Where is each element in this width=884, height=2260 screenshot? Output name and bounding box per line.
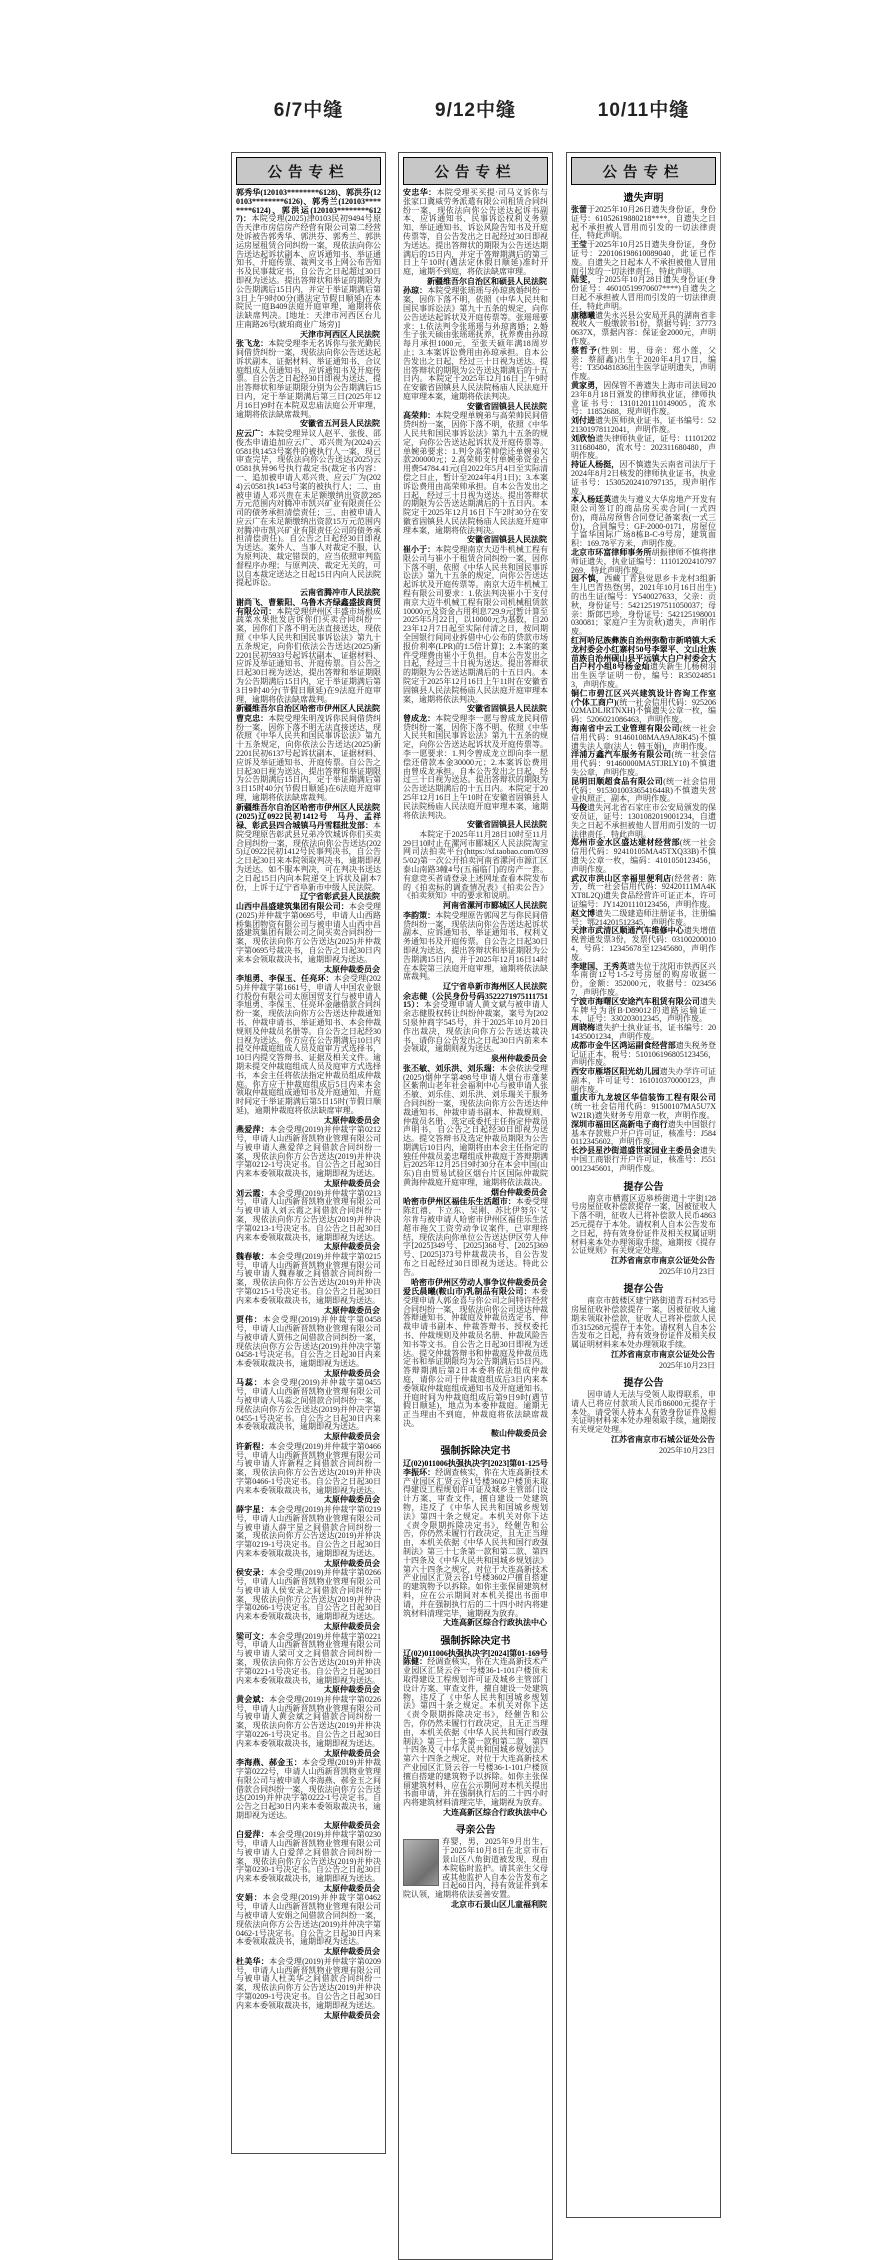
legal-notice: 重庆市九龙坡区华信装饰工程有限公司(统一社会信用代码：91500107MA5U7XW21R)遗失财务专用章一枚，声明作废。 (571, 1093, 716, 1121)
notice-addressee: 陈健： (403, 1657, 428, 1667)
notice-addressee: 李海燕、郝金玉： (236, 1758, 302, 1768)
notice-addressee: 天津市武清区顺通汽车维修中心 (571, 926, 684, 936)
legal-notice: 北京市环富律师事务所胡振律师不慎将律师证遗失，执业证编号：11101202410797269，特此声明作废。 (571, 548, 717, 575)
legal-notice: 南京市鼓楼区建宁路街道青石村35号房屋征收补偿款提存一案，因被征收人逾期未领取补偿款，征收人已将补偿款人民币315268元提存于本处。请权利人自本公告发布之日起，持有效身份证件及相关权属证明材料来本处办理领取手续。 (571, 1296, 716, 1350)
legal-notice: 郑州市金水区盛达建材经营部(统一社会信用代码：92410105MA45TXQ33B)不慎遗失公章一枚，编码：4101050123456，声明作废。 (571, 838, 716, 874)
legal-notice: 李建国、王秀英遗失位于沈阳市铁西区兴华南街12号1-5-2号房屋的购房收据一份，金额：352000元，收据号：0234567，声明作废。 (571, 961, 717, 997)
notice-signature: 大连高新区综合行政执法中心 (443, 1807, 547, 1817)
notice-addressee: 马蕊： (236, 1378, 263, 1388)
legal-notice: 曾成龙：本院受理李一愿与曾成龙民间借贷纠纷一案，因你下落不明，依照《中华人民共和国民事诉讼法》第九十五条的规定，向你公告送达起诉状及开庭传票等。李一愿要求：1.判令曾成龙立即向李一愿偿还借款本金30000元；2.本案诉讼费用由曾成龙承担。自本公告发出之日起，经过三十日视为送达。提出答辩状的期限为公告送达期满后的十五日内。本院定于2025年12月16日上午10时在安徽省固镇县人民法院杨庙人民法庭开庭审理本案，逾期将依法判决。 (403, 713, 549, 820)
legal-notice: 陆雯，于2025年10月28日遗失身份证(身份证号：46010519970607****)自遗失之日起不承担被人冒用而引发的一切法律责任，特此声明。 (571, 275, 716, 311)
notice-addressee: 杜美华： (236, 1956, 270, 1966)
legal-notice: 李海燕、郝金玉：本会受理(2019)并仲裁字第0222号，申请人山西新晋凯物业管理有限公司与被申请人李海燕、郝金玉之间借款合同纠纷一案，现依法向你方公告送达(2019)并仲决字第0222-1号决定书。自公告之日起30日内来本委领取裁决书，逾期即视为送达。 (236, 1758, 382, 1820)
legal-notice: 高荣帅：本院受理单婉弟与高荣帅民间借贷纠纷一案，因你下落不明，依照《中华人民共和国民事诉讼法》第九十五条的规定，向你公告送达起诉状及开庭传票等。单婉弟要求：1.判令高荣帅偿还单婉弟欠款200000元；2.高荣帅支付单婉弟资金占用费54784.41元(自2022年5月4日至实际清偿之日止，暂计至2024年4月1日)；3.本案诉讼费用由高荣帅承担。自本公告发出之日起，经过三十日视为送达。提出答辩状的期限为公告送达期满后的十五日内。本院定于2025年12月16日下午2时30分在安徽省固镇县人民法院杨庙人民法庭开庭审理本案，逾期将依法判决。 (403, 411, 549, 535)
legal-notice: (2025)辽0922民初1412号 马丹、孟祥禄、彰武县四合城镇马丹雪糕批发部：本院受理原告彰武县兄弟冷饮城诉你们买卖合同纠纷一案，现依法向你公告送达(2025)辽0922民初1412号民事判决书，自公告之日起30日来本院领取判决书，逾期即视为送达。如不服本判决，可在判决书送达之日起15日内向本院递交上诉状及副本7份，上诉于辽宁省阜新市中级人民法院。 (236, 812, 381, 892)
notice-addressee: 海南省中云工业管理有限公司 (571, 724, 680, 734)
notice-addressee: 黄会斌： (236, 1694, 270, 1704)
notice-signature: 太原仲裁委员会 (324, 1558, 380, 1568)
gutter-column-2 (398, 100, 553, 2260)
legal-notice: 弃婴，男，2025年9月出生，于2025年10月8日在北京市石景山区八角街道被发现，现由本院临时监护。请其亲生父母或其他监护人自本公告发布之日起60日内，持有效证件到本院认领，逾期将依法妥善安置。 (403, 1837, 548, 1900)
notice-addressee: 康穗曦 (571, 310, 596, 320)
notice-addressee: 爱氏晨曦(鞍山市)乳制品有限公司： (403, 1287, 532, 1297)
legal-notice: 应云广：本院受理异议人赵平、张俊、邵俊杰申请追加应云广、邓兴贵为(2024)云0581执1453号案件的被执行人一案，现已审查完毕，现依法向你公告送达(2025)云0581执异96号执行裁定书(裁定书内容：一、追加被申请人邓兴贵、应云广为(2024)云0581执1453号案的被执行人；二、由被申请人邓兴贵在未足额缴纳出资款285万元范围内对腾冲市凯兴矿业有限责任公司的债务承担清偿责任；三、由被申请人应云广在未足额缴纳出资款15万元范围内对腾冲市凯兴矿业有限责任公司的债务承担清偿责任)。自公告之日起经30日即视为送达。案外人、当事人对裁定不服，认为原判决、裁定错误的，应当依照审判监督程序办理；与原判决、裁定无关的，可以自本裁定送达之日起15日内向人民法院提起诉讼。 (236, 428, 382, 588)
notice-signature: 安徽省固镇县人民法院 (467, 820, 547, 830)
notice-addressee: 因不慎， (571, 574, 605, 584)
notice-addressee: 持证人杨挺， (571, 460, 620, 470)
notice-signature: 太原仲裁委员会 (324, 1685, 380, 1695)
notice-addressee: 山西中昌盛建筑集团有限公司： (236, 901, 349, 911)
notice-addressee: 燕爱萍： (236, 1125, 270, 1135)
legal-notice: 安忠华：本院受理买买提·司马义诉你与张家口冀威劳务派遣有限公司租赁合同纠纷一案，现依法向你公告送达起诉书副本、应诉通知书、民事诉讼权利义务须知、举证通知书、诉讼风险告知书及开庭传票等，自公告发出之日起经过30日即视为送达。提出答辩状的期限为公告送达期满后的15日内，并定于答辩期满后的第三日上午10时(遇法定休假日顺延)准时开庭，逾期不到庭，将依法缺席审理。 (403, 188, 549, 277)
notice-addressee: 刘付进 (571, 416, 596, 426)
legal-notice: 魏春敏：本会受理(2019)并仲裁字第0215号，申请人山西新晋凯物业管理有限公司与被申请人魏春敏之间借款合同纠纷一案，现依法向你方公告送达(2019)并仲决字第0215-1号决定书。自公告之日起30日内来本委领取裁决书，逾期即视为送达。 (236, 1251, 382, 1305)
notice-addressee: 深圳市福田区高新电子商行 (571, 1119, 668, 1129)
column-title: 9/12中缝 (435, 100, 516, 121)
legal-notice: 李韵策：本院受理原告郭闯艺与你民间借贷纠纷一案，现依法向你公告送达起诉状副本、应诉通知书、举证通知书、权利义务通知书及开庭传票。自公告之日起30日即视为送达，提出答辩状和举证期限为公告期满15日内，并于2025年12月16日14时在本院第三法庭开庭审理，逾期将依法缺席裁判。 (403, 910, 549, 982)
case-number-line: 辽(02)011006执强执决字[2024]第01-169号 (403, 1648, 548, 1658)
notice-addressee: 黄家勇， (571, 380, 604, 390)
legal-notice: 武汉市洪山区幸福里便利店(经营者：陈芳，统一社会信用代码：92420111MA4KXT8L2Q)遗失食品经营许可证正本，许可证编号：JY14201110123456，声明作废。 (571, 873, 716, 909)
legal-notice: 康穗曦遗失永兴县公安局开具的湖南省非税收入一般缴款书1份，票据号码：377730637X，票据内容：保证金2000元，声明作废。 (571, 310, 717, 346)
legal-notice: 曹克忠：本院受理朱明茂诉你民间借贷纠纷一案，因你下落不明无法直接送达，现依照《中华人民共和国民事诉讼法》第九十五条规定，向你依法公告送达(2025)新2201民初6137号起诉状副本、证据材料、应诉及举证通知书、开庭传票。自公告之日起30日视为送达，提出答辩和举证期限为公告期满后15日内，定于举证期满后第3日15时40分(节假日顺延)在6法庭开庭审理，逾期将依法缺席裁判。 (236, 713, 382, 802)
notice-addressee: (2025)辽0922民初1412号 马丹、孟祥禄、彰武县四合城镇马丹雪糕批发部： (236, 812, 381, 831)
notice-addressee: 哈密市伊州区福佳乐生活超市： (403, 1197, 516, 1207)
notice-signature: 太原仲裁委员会 (324, 1748, 380, 1758)
notice-signature: 安徽省固镇县人民法院 (467, 704, 547, 714)
legal-notice: 李旭勇、李保玉、任亮环：本会受理(2025)并仲裁字第1661号，申请人中国农业银行股份有限公司太原国贸支行与被申请人李旭勇、李保玉、任亮环金融借款合同纠纷一案，现依法向你方公告送达仲裁通知书、仲裁申请书、举证通知书、本会仲裁规则及仲裁员名册等。自公告之日起经30日视为送达。你方应在公告期满后10日内提交仲裁庭组成人员及庭审方式选择书，10日内提交答辩书、证据及相关文件。逾期未提交仲裁庭组成人员及庭审方式选择书，本会主任将依法指定仲裁员组成仲裁庭。你方应于仲裁庭组成后5日内来本会领取仲裁庭组成通知书及开庭通知，开庭时间定于举证期满后第5日15时(节假日顺延)，逾期仲裁庭将依法缺席审理。 (236, 974, 381, 1115)
notice-addressee: 蔡哲予 (571, 345, 598, 355)
legal-notice: 崔小于：本院受理南京大迈牛机械工程有限公司与崔小于租赁合同纠纷一案，因你下落不明，依照《中华人民共和国民事诉讼法》第九十五条的规定，向你公告送达起诉状及开庭传票等。南京大迈牛机械工程有限公司要求：1.依法判决崔小于支付南京大迈牛机械工程有限公司机械租赁款10000元及资金占用利息729.9元[暂计算至2025年5月22日，以10000元为基数，自2023年12月7日起至实际付清之日，按同期全国银行间同业拆借中心公布的贷款市场报价利率(LPR)的1.5倍计算]；2.本案的案件受理费由崔小于负担。自本公告发出之日起，经过三十日视为送达。提出答辩状的期限为公告送达期满后的十五日内。本院定于2025年12月16日上午11时在安徽省固镇县人民法院杨庙人民法庭开庭审理本案，逾期将依法判决。 (403, 544, 549, 704)
legal-notice: 天津市武清区顺通汽车维修中心遗失增值税普通发票3份，发票代码：031002000104，号码：12345678至12345680，声明作废。 (571, 926, 717, 962)
notice-addressee: 张丕敏、刘乐洪、刘乐瑞： (403, 1063, 500, 1073)
gutter-column-3 (566, 100, 721, 2218)
legal-notice: 马俊遗失河北省石家庄市公安局颁发的保安员证，证号：1301082019001234，自遗失之日起不承担被他人冒用而引发的一切法律责任，特此声明。 (571, 803, 717, 839)
notice-addressee: 昆明田顺超食品有限公司 (571, 776, 664, 786)
notice-addressee: 崔小于： (403, 544, 436, 554)
notice-addressee: 西安市雁塔区阳光幼儿园 (571, 1067, 660, 1077)
notice-date: 2025年10月23日 (659, 1266, 715, 1276)
legal-notice: 张丕敏、刘乐洪、刘乐瑞：本会依法受理(2025)烟仲字第498号申请人烟台市蓬莱区紫荆山老年社会福利中心与被申请人张丕敏、刘乐佳、刘乐洪、刘乐瑞关于服务合同纠纷一案，现依法向你方公告送达仲裁通知书、仲裁申请书副本、仲裁规则、仲裁员名册、选定或委托主任指定仲裁员声明书，自公告之日起经30日即视为送达。提交答辩书及选定仲裁员期限为公告期满后10日内，逾期将由本会主任指定的独任仲裁员姜忠曙组成仲裁庭于答辩期满后2025年12月25日9时30分在本会中国(山东)自由贸易试验区烟台片区国际仲裁院黄海仲裁庭开庭审理，逾期将依法裁决。 (403, 1063, 549, 1188)
notice-addressee: 高荣帅： (403, 411, 436, 421)
legal-notice: 昆明田顺超食品有限公司(统一社会信用代码：91530100336541644R)不慎遗失营业执照正、副本，声明作废。 (571, 776, 716, 804)
notice-addressee: 安娟： (236, 1893, 263, 1903)
case-number-line: 辽(02)011006执强执决字[2023]第01-125号 (403, 1459, 548, 1469)
notice-signature: 河南省漯河市郾城区人民法院 (443, 901, 547, 911)
announcement-column-header: 公告专栏 (236, 157, 381, 185)
section-heading: 寻亲公告 (455, 1825, 496, 1837)
notice-signature: 辽宁省阜新市海州区人民法院 (443, 982, 547, 992)
notice-signature: 太原仲裁委员会 (324, 1495, 380, 1505)
notice-signature: 太原仲裁委员会 (324, 1883, 380, 1893)
notice-signature: 大连高新区综合行政执法中心 (443, 1618, 547, 1628)
legal-notice: 侯安录：本会受理(2019)并仲裁字第0266号，申请人山西新晋凯物业管理有限公司与被申请人侯安录之间借款合同纠纷一案，现依法向你方公告送达(2019)并仲决字第0266-1号决定书。自公告之日起30日内来本委领取裁决书，逾期即视为送达。 (236, 1568, 382, 1622)
notice-signature: 江苏省南京市石城公证处公告 (611, 1435, 715, 1444)
notice-addressee: 铜仁市碧江区兴兴建筑设计咨询工作室(个体工商户) (571, 688, 716, 707)
gutter-column-1 (231, 100, 386, 2154)
notice-addressee: 宁波市海曙区安途汽车租赁有限公司 (571, 996, 700, 1006)
notice-signature: 安徽省固镇县人民法院 (467, 401, 547, 411)
notice-addressee: 张飞龙： (236, 339, 269, 349)
section-heading: 提存公告 (623, 1378, 664, 1390)
notice-signature: 太原仲裁委员会 (324, 1305, 380, 1315)
legal-notice: 黄家勇，因保管不善遗失上海市司法局2023年8月18日颁发的律师执业证，律师执业证书号：13101201110149005，流水号：11852688，现声明作废。 (571, 380, 717, 417)
legal-notice: 哈密市伊州区福佳乐生活超市：本委受理陈红禧、卞立东、吴刚、苏比伊努尔·艾尔肯与被申请人哈密市伊州区福佳乐生活超市拖欠工资劳动争议案件，已审理终结，现依法向你单位公告送达伊区劳人仲字[2025]349号、[2025]368号、[2025]369号、[2025]373号仲裁裁决书，自公告发布之日起经过30日即视为送达。特此公告。 (403, 1197, 549, 1277)
legal-notice: 西安市雁塔区阳光幼儿园遗失办学许可证副本，许可证号：161010370000123，声明作废。 (571, 1067, 717, 1094)
legal-notice: 陈健：经调查核实，你在大连高新技术产业园区汇贤云谷一号楼36-1-101户楼顶未取得建设工程规划许可证及城乡主管部门设计方案、审查文件，擅自建设一处建筑物，违反了《中华人民共和国城乡规划法》第四十条之规定。本机关对你下达《责令限期拆除决定书》，经催告和公告，你仍然未履行行政决定，且无正当理由，本机关依据《中华人民共和国行政强制法》第三十七条第一款和第二款、第四十四条及《中华人民共和国城乡规划法》第六十四条之规定，对位于大连高新技术产业园区汇贤云谷一号楼36-1-101户楼顶擅自搭建的建筑物予以拆除。如你主张保留建筑材料，应在公示期间对本机关提出书面申请，并在强制执行后的二十四小时内将建筑材料清理完毕，逾期视为放弃。 (403, 1657, 549, 1808)
legal-notice: 孙琼：本院受理张瑶瑶与孙琼离婚纠纷一案，因你下落不明，依照《中华人民共和国民事诉讼法》第九十五条的规定，向你公告送达起诉状及开庭传票等。张瑶瑶要求：1.依法判令张瑶瑶与孙琼离婚；2.婚生子张天硕由张瑶瑶抚养，抚养费由孙琼每月承担1000元，至张天硕年满18周岁止；3.本案诉讼费用由孙琼承担。自本公告发出之日起，经过三十日视为送达。提出答辩状的期限为公告送达期满后的十五日内。本院定于2025年12月16日上午9时在安徽省固镇县人民法院杨庙人民法庭开庭审理本案，逾期将依法判决。 (403, 286, 549, 402)
notice-signature: 太原仲裁委员会 (324, 1432, 380, 1442)
notice-addressee: 安忠华： (403, 188, 437, 197)
notice-addressee: 赵文博 (571, 908, 596, 918)
notice-date: 2025年10月23日 (659, 1360, 715, 1370)
notice-signature: 太原仲裁委员会 (324, 2010, 380, 2020)
legal-notice: 持证人杨挺，因不慎遗失云南省司法厅于2024年8月2日核发的律师执业证书，执业证书号：15305202410797135，现声明作废。 (571, 460, 717, 496)
legal-notice: 本人杨廷英遗失与遵义大华房地产开发有限公司签订的商品房买卖合同(一式四份)，商品房预售合同登记备案表(一式三份)，合同编号：GF-2000-0171，房屋位于富华国际广场8栋B-C-9号房，建筑面积：169.78平方米，声明作废。 (571, 495, 717, 549)
legal-notice: 海南省中云工业管理有限公司(统一社会信用代码：91460108MAA9AJ8K45)不慎遗失法人章(法人：韩玉娟)，声明作废。 (571, 724, 716, 751)
announcement-column-header: 公告专栏 (403, 157, 548, 185)
column-title: 10/11中缝 (597, 100, 690, 121)
notice-addressee: 成都市金牛区鸿运副食经营部 (571, 1040, 676, 1050)
notice-addressee: 张蕾 (571, 205, 588, 214)
legal-notice: 蔡哲予(性别：男，母亲：郑小莲，父亲：蔡韶鑫)出生于2020年4月17日，编号：T350481836出生医学证明遗失，声明作废。 (571, 345, 716, 382)
notice-signature: 新疆维吾尔自治区和硕县人民法院 (427, 276, 547, 286)
legal-notice: 周晓梅遗失护士执业证书，证书编号：201435001234，声明作废。 (571, 1023, 717, 1041)
legal-notice: 本院定于2025年11月28日10时至11月29日10时止在漯河市郾城区人民法院淘宝网司法拍卖平台(https://sf.taobao.com/0395/02)第一次公开拍卖河南省漯河市源汇区泰山南路3幢4号(五福临门)的房产一套。有意竞买者请登录上述网址查看本院发布的《拍卖标的调查情况表》《拍卖公告》《拍卖须知》中的要求和说明。 (403, 829, 548, 901)
legal-notice: 刘欣怡遗失律师执业证，证号：11101202311680480，流水号：202311680480，声明作废。 (571, 433, 717, 461)
section-heading: 强制拆除决定书 (440, 1446, 511, 1458)
legal-notice: 梁可文：本会受理(2019)并仲裁字第0221号，申请人山西新晋凯物业管理有限公司与被申请人梁可文之间借款合同纠纷一案，现依法向你方公告送达(2019)并仲决字第0221-1号决定书。自公告之日起30日内来本委领取裁决书，逾期即视为送达。 (236, 1631, 382, 1685)
section-heading: 强制拆除决定书 (440, 1635, 511, 1647)
legal-notice: 因不慎，西藏丁青县觉恩乡卡龙村3组新生儿巴青热登(男，2021年10月16日出生)的出生证(编号：Y540027633，父亲：贡秋，身份证号：542125197511050037；母亲：斯郎巴珍，身份证号：542125198001030081；家庭户主为贡秋)遗失，声明作废。 (571, 574, 717, 637)
notice-addressee: 应云广： (236, 428, 269, 438)
notice-addressee: 周晓梅 (571, 1023, 596, 1033)
legal-notice: 长沙县星沙街道盛世家园业主委员会遗失中国工商银行开户许可证，核准号：J5510012345601，声明作废。 (571, 1146, 717, 1173)
legal-notice: 刘云霞：本会受理(2019)并仲裁字第0213号，申请人山西新晋凯物业管理有限公司与被申请人刘云霞之间借款合同纠纷一案，现依法向你方公告送达(2019)并仲决字第0213-1号决定书。自公告之日起30日内来本委领取裁决书，逾期即视为送达。 (236, 1188, 382, 1242)
legal-notice: 爱氏晨曦(鞍山市)乳制品有限公司：本委受理申请人郭金喜与你公司之间特许经营合同纠纷一案，现依法向你公司送达仲裁答辩通知书、仲裁庭及仲裁员选定书、仲裁申请书副本、仲裁答辩书、授权委托书、仲裁规则及仲裁员名册、仲裁风险告知书等文书。自公告之日起30日即视为送达。提交仲裁答辩书和仲裁庭及仲裁员选定书和举证期限均为公告期满后15日内。答辩期满后第2日本委将依法组成仲裁庭，请你公司于仲裁庭组成后3日内来本委领取仲裁庭组成通知书及开庭通知书。开庭时间为仲裁庭组成后第9日9时(遇节假日顺延)，地点为本委仲裁庭。逾期无正当理由不到庭，仲裁庭将依法缺席裁决。 (403, 1287, 549, 1428)
legal-notice: 安娟：本会受理(2019)并仲裁字第0462号，申请人山西新晋凯物业管理有限公司与被申请人安娟之间借款合同纠纷一案，现依法向你方公告送达(2019)并仲决字第0462-1号决定书。自公告之日起30日内来本委领取裁决书，逾期即视为送达。 (236, 1893, 382, 1947)
notice-addressee: 本人杨廷英 (571, 495, 612, 505)
notice-signature: 太原仲裁委员会 (324, 964, 380, 974)
notice-signature: 安徽省五河县人民法院 (300, 419, 380, 429)
notice-addressee: 薛宇星： (236, 1504, 270, 1514)
foundling-photo (403, 1839, 439, 1886)
notice-addressee: 郭秀华(120103********6128)、郭洪芬(120103********6126)、郭秀兰(120103********6124)、郭洪运(120103********6127)： (236, 188, 381, 224)
notice-signature: 太原仲裁委员会 (324, 1947, 380, 1957)
notice-addressee: 许新程： (236, 1441, 270, 1451)
legal-notice: 张蕾于2025年10月26日遗失身份证，身份证号：61052619880218****，自遗失之日起不承担被人冒用而引发的一切法律责任，特此声明。 (571, 205, 716, 241)
notice-signature: 太原仲裁委员会 (324, 1622, 380, 1632)
notice-addressee: 白爱萍： (236, 1830, 270, 1840)
legal-notice: 南京市栖霞区迈皋桥街道十字街128号房屋征收补偿款提存一案，因被征收人下落不明，征收人已将补偿款人民币486325元提存于本处。请权利人自本公告发布之日起，持有效身份证件及相关权属证明材料来本处办理领取手续，逾期按《提存公证规则》有关规定处理。 (571, 1193, 716, 1256)
column-border-box (398, 152, 553, 2260)
notice-addressee: 魏春敏： (236, 1251, 270, 1261)
notice-signature: 太原仲裁委员会 (324, 1368, 380, 1378)
notice-signature: 安徽省固镇县人民法院 (467, 535, 547, 545)
notice-signature: 哈密市伊州区劳动人事争议仲裁委员会 (411, 1277, 547, 1287)
notice-signature: 泉州仲裁委员会 (491, 1054, 547, 1064)
notice-addressee: 侯安录： (236, 1568, 270, 1578)
notice-addressee: 余志健（公民身份号码352227197511175115）： (403, 991, 548, 1010)
column-border-box (566, 152, 721, 2218)
notice-addressee: 孙琼： (403, 286, 428, 296)
legal-notice: 张飞龙：本院受理李无名诉你与张光勤民间借贷纠纷一案，现依法向你公告送达起诉状副本、证据材料、举证通知书、合议庭组成人员通知书、应诉通知书及开庭传票。自公告之日起经30日即视为送达，提出答辩状和举证期限分别为公告期满后15日内，定于举证期满后第三日(2025年12月16日)9时在本院双忠庙法庭公开审理，逾期将依法缺席裁判。 (236, 339, 382, 419)
notice-addressee: 梁可文： (236, 1631, 270, 1641)
legal-notice: 马蕊：本会受理(2019)并仲裁字第0455号，申请人山西新晋凯物业管理有限公司与被申请人马蕊之间借款合同纠纷一案，现依法向你方公告送达(2019)并仲决字第0455-1号决定书。自公告之日起30日内来本委领取裁决书，逾期即视为送达。 (236, 1378, 382, 1432)
notice-signature: 新疆维吾尔自治区哈密市伊州区人民法院 (236, 802, 380, 812)
notice-signature: 太原仲裁委员会 (324, 1242, 380, 1252)
legal-notice: 刘付进遗失医师执业证书，证书编号：5221301978112041，声明作废。 (571, 416, 717, 434)
notice-signature: 烟台仲裁委员会 (491, 1187, 547, 1197)
legal-notice: 因申请人无法与受领人取得联系，申请人已将应付款项人民币86000元提存于本处。请受领人持本人有效身份证件及相关证明材料来本处办理领取手续，逾期按有关规定处理。 (571, 1390, 716, 1435)
notice-addressee: 重庆市九龙坡区华信装饰工程有限公司 (571, 1093, 716, 1103)
notice-addressee: 刘云霞： (236, 1188, 270, 1198)
notice-signature: 鞍山仲裁委员会 (491, 1428, 547, 1438)
legal-notice: 成都市金牛区鸿运副食经营部遗失税务登记证正本，税号：510106196805123456，声明作废。 (571, 1040, 717, 1068)
notice-signature: 太原仲裁委员会 (324, 1115, 380, 1125)
legal-notice: 许新程：本会受理(2019)并仲裁字第0466号，申请人山西新晋凯物业管理有限公司与被申请人许新程之间借款合同纠纷一案，现依法向你方公告送达(2019)并仲决字第0466-1号决定书。自公告之日起30日内来本委领取裁决书，逾期即视为送达。 (236, 1441, 382, 1495)
notice-signature: 太原仲裁委员会 (324, 1179, 380, 1189)
notice-signature: 辽宁省彰武县人民法院 (300, 892, 380, 902)
notice-addressee: 李振环： (403, 1467, 436, 1477)
legal-notice: 山西中昌盛建筑集团有限公司：本会受理(2025)并仲裁字第0695号，申请人山西路桥集团物资有限公司与被申请人山西中昌盛建筑集团有限公司之间买卖合同纠纷一案，现依法向你方公告送达(2025)并仲裁字第0695号裁决书，自公告之日起30日内来本会领取裁决书，逾期即视为送达。 (236, 901, 382, 964)
legal-notice: 贾伟：本会受理(2019)并仲裁字第0458号，申请人山西新晋凯物业管理有限公司与被申请人贾伟之间借款合同纠纷一案，现依法向你方公告送达(2019)并仲决字第0458-1号决定书。自公告之日起30日内来本委领取裁决书，逾期即视为送达。 (236, 1315, 382, 1369)
notice-addressee: 马俊 (571, 803, 588, 813)
legal-notice: 王莹于2025年10月25日遗失身份证，身份证号：220106198610089040，此证已作废。自遗失之日起本人不承担被他人冒用而引发的一切法律责任，特此声明。 (571, 240, 716, 276)
notice-signature: 北京市石景山区儿童福利院 (451, 1899, 547, 1909)
legal-notice: 黄会斌：本会受理(2019)并仲裁字第0226号，申请人山西新晋凯物业管理有限公司与被申请人黄会斌之间借款合同纠纷一案，现依法向你方公告送达(2019)并仲决字第0226-1号决定书。自公告之日起30日内来本委领取裁决书，逾期即视为送达。 (236, 1694, 382, 1748)
notice-addressee: 李建国、王秀英 (571, 961, 628, 971)
announcement-column-header: 公告专栏 (571, 157, 716, 185)
notice-signature: 新疆维吾尔自治区哈密市伊州区人民法院 (236, 704, 380, 714)
legal-notice: 红河哈尼族彝族自治州弥勒市新哨镇大禾龙村委会小红寨村50号李翠平、文山壮族苗族自治州砚山县平远镇大白户村委会大白户村小组8号杨金灿遗失新生儿杨树羽出生医学证明一份，编号：R350248513，声明作废。 (571, 636, 717, 690)
legal-notice: 燕爱萍：本会受理(2019)并仲裁字第0212号，申请人山西新晋凯物业管理有限公司与被申请人燕爱萍之间借款合同纠纷一案，现依法向你方公告送达(2019)并仲决字第0212-1号决定书。自公告之日起30日内来本委领取裁决书，逾期即视为送达。 (236, 1125, 382, 1179)
notice-addressee: 李旭勇、李保玉、任亮环： (236, 974, 334, 984)
notice-signature: 云南省腾冲市人民法院 (300, 588, 380, 598)
section-heading: 提存公告 (623, 1284, 664, 1296)
notice-date: 2025年10月23日 (659, 1445, 715, 1455)
notice-addressee: 谢尚飞、曹紫阳、乌鲁木齐绿鑫盛拔商贸有限公司： (236, 597, 381, 616)
notice-addressee: 陆雯， (571, 275, 597, 285)
legal-notice: 李振环：经调查核实，你在大连高新技术产业园区汇贤云谷1号楼3602户楼顶未取得建设工程规划许可证及城乡主管部门设计方案、审查文件，擅自建设一处建筑物，违反了《中华人民共和国城乡规划法》第四十条之规定。本机关对你下达《责令限期拆除决定书》，经催告和公告，你仍然未履行行政决定，且无正当理由，本机关依据《中华人民共和国行政强制法》第三十七条第一款和第二款、第四十四条及《中华人民共和国城乡规划法》第六十四条之规定，对位于大连高新技术产业园区汇贤云谷1号楼3602户擅自搭建的建筑物予以拆除。如你主张保留建筑材料，应在公示期间对本机关提出书面申请，并在强制执行后的二十四小时内将建筑材料清理完毕，逾期视为放弃。 (403, 1467, 549, 1618)
column-title: 6/7中缝 (273, 100, 344, 121)
legal-notice: 铜仁市碧江区兴兴建筑设计咨询工作室(个体工商户)(统一社会信用代码：92520602MADLJRTNXH)不慎遗失公章一枚，编码：5206021086463，声明作废。 (571, 688, 716, 725)
notice-addressee: 贾伟： (236, 1315, 263, 1325)
legal-notice: 谢尚飞、曹紫阳、乌鲁木齐绿鑫盛拔商贸有限公司：本院受理伊州区丰盛市场根成蔬菜水果批发店诉你们买卖合同纠纷一案，因你们下落不明无法直接送达，现依照《中华人民共和国民事诉讼法》第九十五条规定，向你们依法公告送达(2025)新2201民初5933号起诉状副本、证据材料、应诉及举证通知书、开庭传票。自公告之日起30日视为送达，提出答辩和举证期限为公告期满后15日内，定于举证期满后第3日9时40分(节假日顺延)在9法庭开庭审理，逾期将依法缺席裁判。 (236, 597, 382, 704)
notice-addressee: 洋浦万鑫汽车服务有限公司 (571, 750, 672, 760)
legal-notice: 白爱萍：本会受理(2019)并仲裁字第0230号，申请人山西新晋凯物业管理有限公司与被申请人白爱萍之间借款合同纠纷一案，现依法向你方公告送达(2019)并仲决字第0230-1号决定书。自公告之日起30日内来本委领取裁决书，逾期即视为送达。 (236, 1830, 382, 1884)
notice-addressee: 郑州市金水区盛达建材经营部 (571, 838, 680, 848)
notice-addressee: 长沙县星沙街道盛世家园业主委员会 (571, 1146, 700, 1156)
legal-notice: 郭秀华(120103********6128)、郭洪芬(120103********6126)、郭秀兰(120103********6124)、郭洪运(120103********6127)：本院受理(2025)津0103民初9494号原告天津市房信房产经营有限公司第二经营处诉被告郭秀华、郭洪芬、郭秀兰、郭洪运房屋租赁合同纠纷一案，现依法向你公告送达起诉状副本、应诉通知书、举证通知书、开庭传票、裁判文书上网公布告知书及民事裁定书，自公告之日起超过30日即视为送达。提出答辩状和举证的期限为公告期满后15日内，并定于举证期满后第3日上午9时00分(遇法定节假日顺延)在本院民一庭B409法庭开庭审理，逾期将依法缺席判决。[地址：天津市河西区台儿庄南路26号(琥珀商业广场旁)] (236, 188, 381, 329)
notice-signature: 江苏省南京市南京公证处公告 (611, 1256, 715, 1266)
notice-addressee: 红河哈尼族彝族自治州弥勒市新哨镇大禾龙村委会小红寨村50号李翠平、文山壮族苗族自治州砚山县平远镇大白户村委会大白户村小组8号杨金灿 (571, 636, 716, 672)
notice-addressee: 王莹 (571, 240, 588, 250)
notice-addressee: 曾成龙： (403, 713, 436, 723)
legal-notice: 余志健（公民身份号码352227197511175115）：本会受理申请人黄文斌与被申请人余志健股权转让纠纷仲裁案，案号为[2025]泉仲商字545号，并于2025年10月20日作出裁决，现依法向你方公告送达裁决书，请你自公告发出之日起30日内前来本会领取，逾期则视为送达。 (403, 991, 549, 1054)
notice-addressee: 武汉市洪山区幸福里便利店 (571, 873, 672, 883)
notice-addressee: 曹克忠： (236, 713, 269, 723)
legal-notice: 洋浦万鑫汽车服务有限公司(统一社会信用代码：91460000MA5TJRLY10)不慎遗失公章，声明作废。 (571, 750, 716, 777)
notice-signature: 天津市河西区人民法院 (300, 329, 380, 339)
column-border-box (231, 152, 386, 2154)
section-heading: 提存公告 (623, 1181, 664, 1193)
notice-addressee: 李韵策： (403, 910, 436, 920)
notice-signature: 太原仲裁委员会 (324, 1820, 380, 1830)
legal-notice: 宁波市海曙区安途汽车租赁有限公司遗失车牌号为浙B·D89012的道路运输证一本，证号：330203012345，声明作废。 (571, 996, 717, 1024)
legal-notice: 薛宇星：本会受理(2019)并仲裁字第0219号，申请人山西新晋凯物业管理有限公司与被申请人薛宇星之间借款合同纠纷一案，现依法向你方公告送达(2019)并仲决字第0219-1号决定书。自公告之日起30日内来本委领取裁决书，逾期即视为送达。 (236, 1504, 382, 1558)
notice-addressee: 北京市环富律师事务所 (571, 548, 652, 558)
legal-notice: 杜美华：本会受理(2019)并仲裁字第0209号，申请人山西新晋凯物业管理有限公司与被申请人杜美华之间借款合同纠纷一案，现依法向你方公告送达(2019)并仲决字第0209-1号决定书。自公告之日起30日内来本委领取裁决书，逾期即视为送达。 (236, 1956, 382, 2010)
notice-signature: 江苏省南京市南京公证处公告 (611, 1350, 715, 1360)
section-heading: 遗失声明 (623, 193, 664, 204)
notice-addressee: 刘欣怡 (571, 433, 596, 443)
legal-notice: 赵文博遗失二级建造师注册证书，注册编号：鄂214201512345，声明作废。 (571, 908, 717, 927)
legal-notice: 深圳市福田区高新电子商行遗失中国银行基本存款账户开户许可证，核准号：J5840112345602，声明作废。 (571, 1119, 717, 1147)
